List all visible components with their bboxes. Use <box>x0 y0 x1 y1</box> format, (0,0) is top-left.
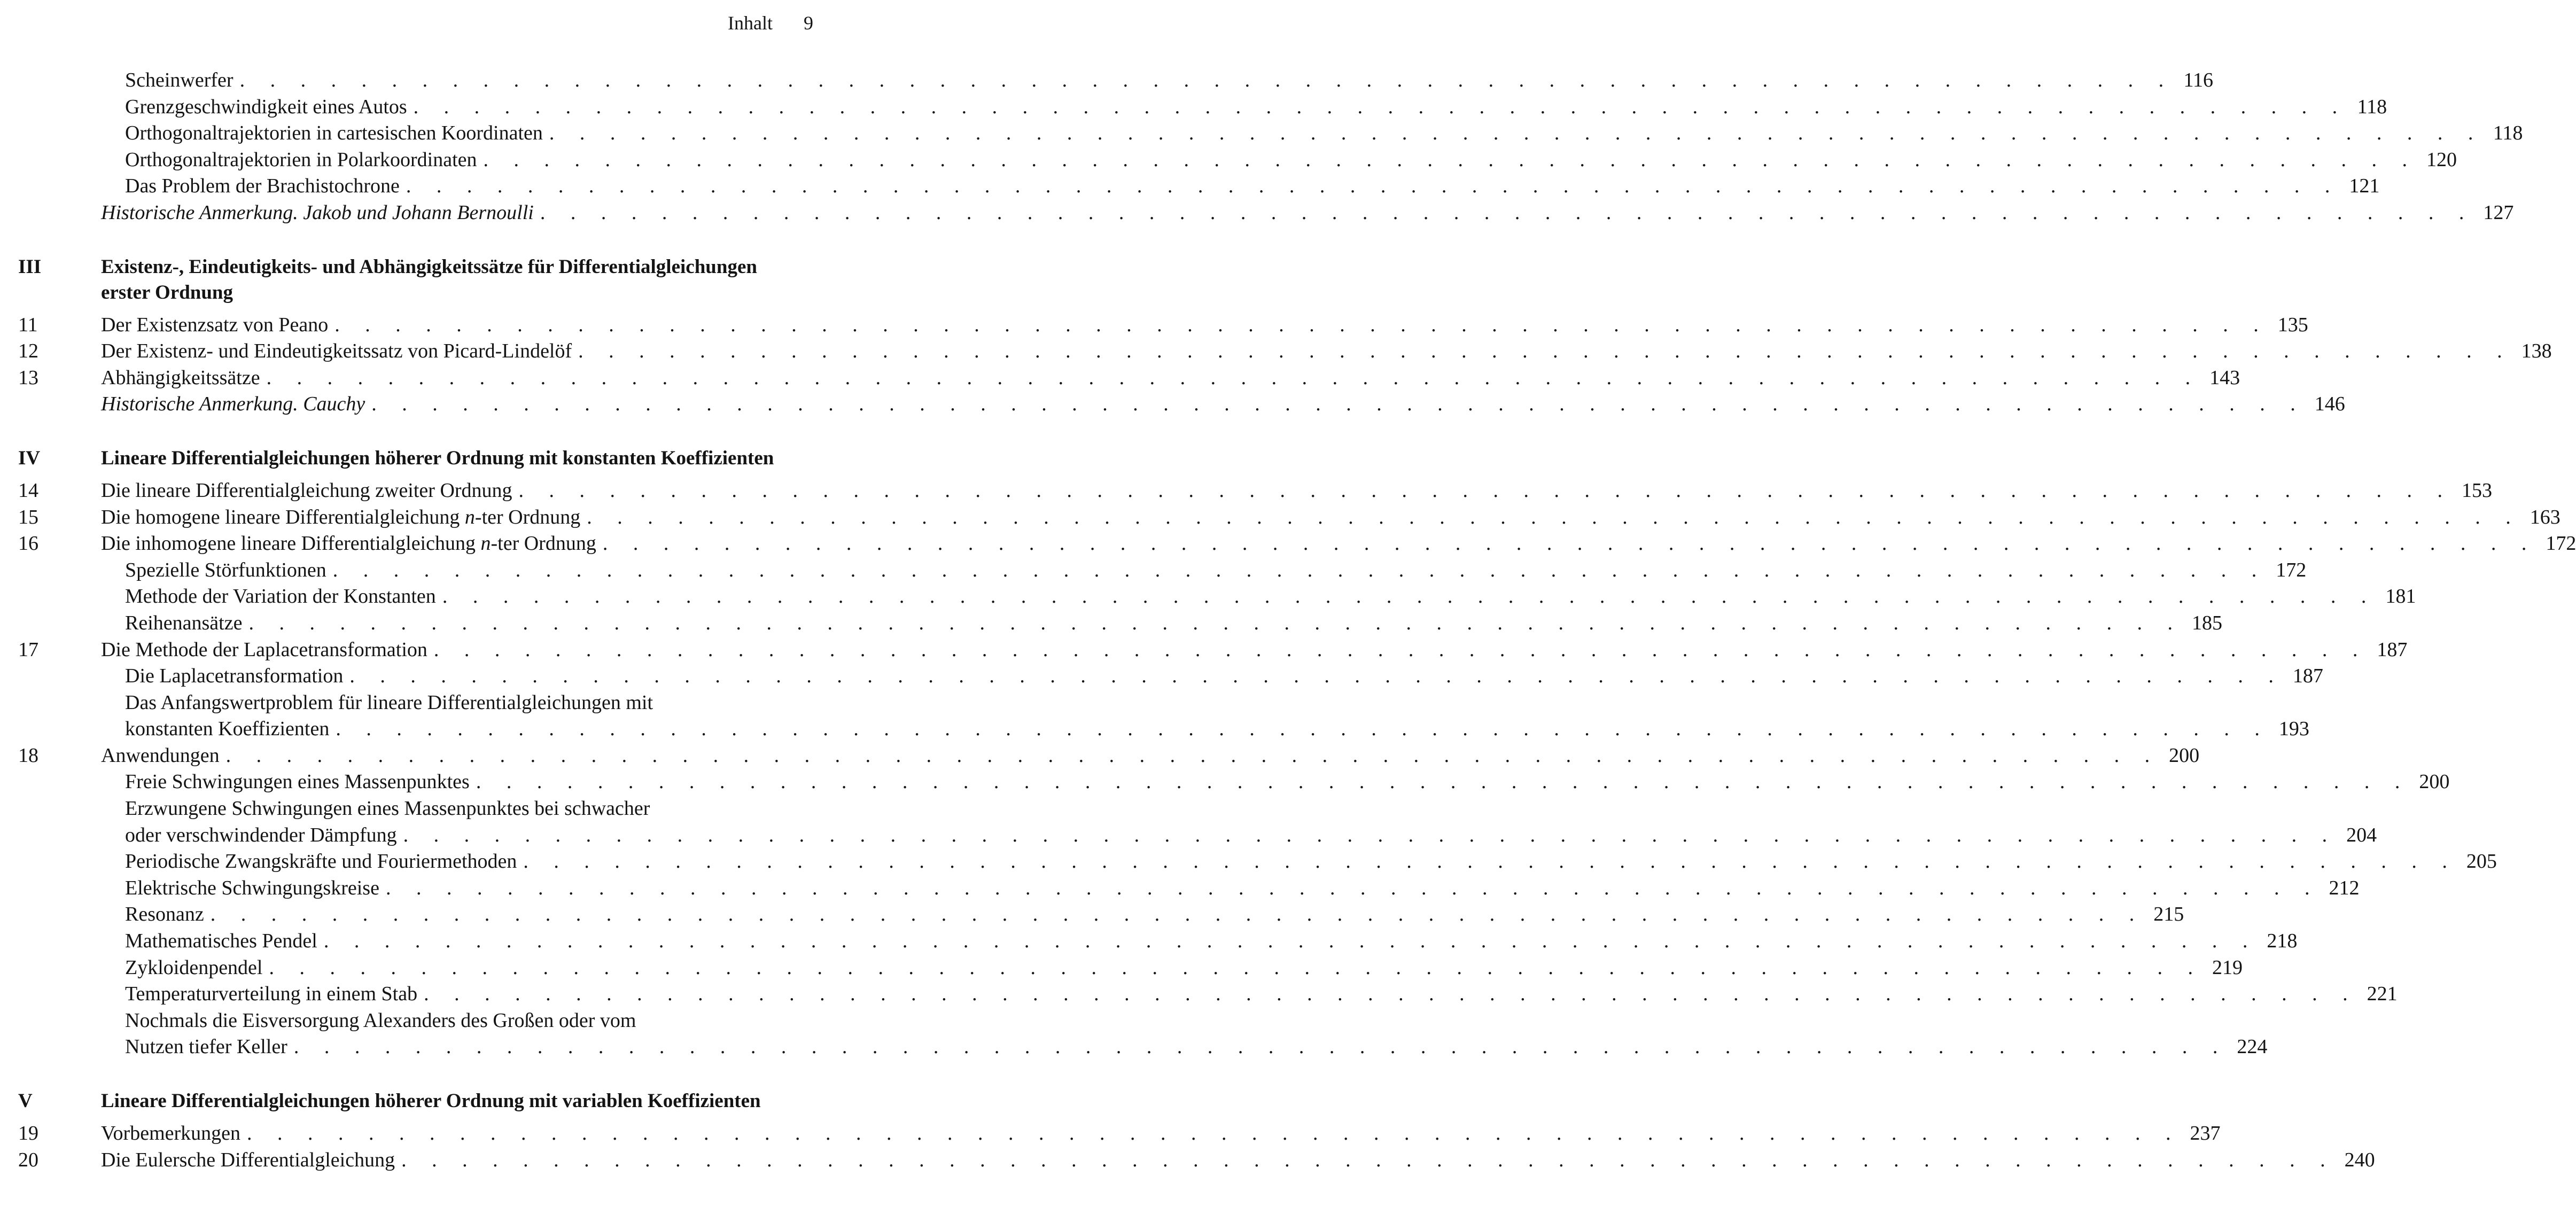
toc-entry-page: 138 <box>2521 340 2552 363</box>
toc-entry[interactable] <box>18 478 2493 504</box>
leader-dots: . . . . . . . . . . . . . . . . . . . . . . . . . . . . . . . . . . . . . . . . . . . . . . . . . . . . . . . . . . . . . . . . <box>210 903 2145 926</box>
toc-entry-title: Zykloidenpendel <box>125 956 263 979</box>
toc-entry-title-line2: Nutzen tiefer Keller <box>125 1036 287 1058</box>
toc-entry-title: Der Existenzsatz von Peano <box>101 313 329 336</box>
toc-entry-title: Freie Schwingungen eines Massenpunktes <box>125 770 470 793</box>
toc-subentry[interactable] <box>18 875 2360 902</box>
toc-entry-title: Die lineare Differentialgleichung zweiter Ordnung <box>101 479 512 502</box>
toc-entry[interactable] <box>18 743 2200 769</box>
toc-entry-title: Die Methode der Laplacetransformation <box>101 638 427 661</box>
toc-entry-page: 212 <box>2329 876 2360 899</box>
toc-entry-page: 205 <box>2466 850 2497 873</box>
toc-subentry[interactable] <box>18 901 2184 928</box>
toc-entry-page: 221 <box>2367 983 2398 1006</box>
toc-entry[interactable] <box>18 1147 2375 1174</box>
toc-entry[interactable] <box>18 365 2240 392</box>
leader-dots: . . . . . . . . . . . . . . . . . . . . . . . . . . . . . . . . . . . . . . . . . . . . . . . . . . . . . . . . . . . . . . . . <box>334 313 2269 336</box>
chapter-heading[interactable] <box>18 1088 814 1114</box>
running-header <box>728 12 813 34</box>
toc-entry-title-line2: oder verschwindender Dämpfung <box>125 823 397 846</box>
toc-entry-page: 193 <box>2278 718 2309 741</box>
chapter-title: Lineare Differentialgleichungen höherer Ordnung mit konstanten Koeffizienten <box>101 447 774 469</box>
toc-entry-title: Grenzgeschwindigkeit eines Autos <box>125 95 407 118</box>
toc-subentry[interactable] <box>18 663 2323 690</box>
toc-subentry-multiline[interactable] <box>18 690 814 717</box>
toc-entry-title: Mathematisches Pendel <box>125 930 317 953</box>
toc-subentry[interactable] <box>18 848 2497 875</box>
chapter-heading[interactable] <box>18 446 814 471</box>
toc-entry-page: 200 <box>2169 744 2200 767</box>
toc-subentry-multiline[interactable] <box>18 1008 814 1034</box>
leader-dots: . . . . . . . . . . . . . . . . . . . . . . . . . . . . . . . . . . . . . . . . . . . . . . . . . . . . . . . . . . . . . . . . <box>336 718 2270 741</box>
chapter-number: V <box>18 1090 33 1112</box>
chapter-number: III <box>18 255 42 278</box>
leader-dots: . . . . . . . . . . . . . . . . . . . . . . . . . . . . . . . . . . . . . . . . . . . . . . . . . . . . . . . . . . . . . . . . <box>523 850 2457 873</box>
leader-dots: . . . . . . . . . . . . . . . . . . . . . . . . . . . . . . . . . . . . . . . . . . . . . . . . . . . . . . . . . . . . . . . . <box>518 479 2453 502</box>
toc-subentry-multiline[interactable] <box>18 796 814 822</box>
toc-entry-page: 237 <box>2190 1122 2221 1145</box>
header-section-title: Inhalt <box>728 12 773 34</box>
leader-dots: . . . . . . . . . . . . . . . . . . . . . . . . . . . . . . . . . . . . . . . . . . . . . . . . . . . . . . . . . . . . . . . . <box>413 95 2348 118</box>
toc-entry-title-line1: Erzwungene Schwingungen eines Massenpunktes bei schwacher <box>125 797 650 820</box>
leader-dots: . . . . . . . . . . . . . . . . . . . . . . . . . . . . . . . . . . . . . . . . . . . . . . . . . . . . . . . . . . . . . . . . <box>578 340 2512 363</box>
chapter-title: Existenz-, Eindeutigkeits- und Abhängigkeitssätze für Differentialgleichungen erster Ordnung <box>101 255 757 303</box>
toc-entry-page: 218 <box>2267 930 2298 953</box>
chapter-title: Lineare Differentialgleichungen höherer Ordnung mit variablen Koeffizienten <box>101 1090 761 1112</box>
leader-dots: . . . . . . . . . . . . . . . . . . . . . . . . . . . . . . . . . . . . . . . . . . . . . . . . . . . . . . . . . . . . . . . . <box>549 122 2484 145</box>
section-number: 18 <box>18 744 38 767</box>
toc-entry-page: 224 <box>2237 1036 2268 1058</box>
toc-entry-title: Methode der Variation der Konstanten <box>125 585 436 608</box>
toc-entry-title: Vorbemerkungen <box>101 1122 241 1145</box>
leader-dots: . . . . . . . . . . . . . . . . . . . . . . . . . . . . . . . . . . . . . . . . . . . . . . . . . . . . . . . . . . . . . . . . <box>602 532 2537 555</box>
leader-dots: . . . . . . . . . . . . . . . . . . . . . . . . . . . . . . . . . . . . . . . . . . . . . . . . . . . . . . . . . . . . . . . . <box>406 175 2340 198</box>
toc-subentry[interactable] <box>18 610 2222 637</box>
leader-dots: . . . . . . . . . . . . . . . . . . . . . . . . . . . . . . . . . . . . . . . . . . . . . . . . . . . . . . . . . . . . . . . . <box>442 585 2377 608</box>
toc-entry-page: 143 <box>2209 366 2240 389</box>
toc-entry-title: Periodische Zwangskräfte und Fouriermethoden <box>125 850 517 873</box>
toc-entry-title-line2: konstanten Koeffizienten <box>125 718 330 741</box>
leader-dots: . . . . . . . . . . . . . . . . . . . . . . . . . . . . . . . . . . . . . . . . . . . . . . . . . . . . . . . . . . . . . . . . <box>401 1148 2336 1171</box>
leader-dots: . . . . . . . . . . . . . . . . . . . . . . . . . . . . . . . . . . . . . . . . . . . . . . . . . . . . . . . . . . . . . . . . <box>225 744 2160 767</box>
leader-dots: . . . . . . . . . . . . . . . . . . . . . . . . . . . . . . . . . . . . . . . . . . . . . . . . . . . . . . . . . . . . . . . . <box>349 665 2284 688</box>
toc-entry-page: 187 <box>2377 638 2408 661</box>
leader-dots: . . . . . . . . . . . . . . . . . . . . . . . . . . . . . . . . . . . . . . . . . . . . . . . . . . . . . . . . . . . . . . . . <box>433 638 2368 661</box>
chapter-heading[interactable] <box>18 254 814 306</box>
toc-entry-page: 121 <box>2349 175 2380 198</box>
toc-entry-title: Abhängigkeitssätze <box>101 366 260 389</box>
toc-entry-page: 116 <box>2183 69 2214 91</box>
toc-subentry[interactable] <box>18 955 2243 982</box>
toc-entry-page: 120 <box>2426 148 2457 171</box>
toc-entry-title: Scheinwerfer <box>125 69 234 91</box>
toc-subentry-continuation[interactable] <box>18 822 2377 849</box>
toc-entry-page: 163 <box>2530 505 2561 528</box>
toc-entry-title: Die inhomogene lineare Differentialgleichung n-ter Ordnung <box>101 532 596 555</box>
toc-entry-page: 240 <box>2344 1148 2375 1171</box>
section-number: 17 <box>18 638 38 661</box>
toc-entry-title: Historische Anmerkung. Cauchy <box>101 393 365 416</box>
leader-dots: . . . . . . . . . . . . . . . . . . . . . . . . . . . . . . . . . . . . . . . . . . . . . . . . . . . . . . . . . . . . . . . . <box>266 366 2201 389</box>
leader-dots: . . . . . . . . . . . . . . . . . . . . . . . . . . . . . . . . . . . . . . . . . . . . . . . . . . . . . . . . . . . . . . . . <box>323 930 2258 953</box>
toc-entry[interactable] <box>18 338 2552 365</box>
section-number: 15 <box>18 505 38 528</box>
section-number: 12 <box>18 340 38 363</box>
toc-entry-title: Die homogene lineare Differentialgleichung n-ter Ordnung <box>101 505 581 528</box>
toc-entry-title: Der Existenz- und Eindeutigkeitssatz von Picard-Lindelöf <box>101 340 572 363</box>
toc-entry-page: 135 <box>2277 313 2308 336</box>
toc-entry-page: 172 <box>2546 532 2576 555</box>
toc-subentry[interactable] <box>18 981 2398 1008</box>
toc-entry[interactable] <box>18 67 2214 94</box>
toc-entry-title: Anwendungen <box>101 744 220 767</box>
leader-dots: . . . . . . . . . . . . . . . . . . . . . . . . . . . . . . . . . . . . . . . . . . . . . . . . . . . . . . . . . . . . . . . . <box>540 201 2474 224</box>
toc-entry[interactable] <box>18 312 2308 339</box>
toc-subentry[interactable] <box>18 769 2450 796</box>
toc-entry-title-line1: Das Anfangswertproblem für lineare Differentialgleichungen mit <box>125 691 653 714</box>
leader-dots: . . . . . . . . . . . . . . . . . . . . . . . . . . . . . . . . . . . . . . . . . . . . . . . . . . . . . . . . . . . . . . . . <box>424 983 2358 1006</box>
toc-entry[interactable] <box>18 531 2576 557</box>
toc-entry[interactable] <box>18 120 2523 147</box>
toc-entry-title: Orthogonaltrajektorien in cartesischen Koordinaten <box>125 122 543 145</box>
leader-dots: . . . . . . . . . . . . . . . . . . . . . . . . . . . . . . . . . . . . . . . . . . . . . . . . . . . . . . . . . . . . . . . . <box>332 558 2267 581</box>
toc-entry-title: Die Laplacetransformation <box>125 665 344 688</box>
table-of-contents <box>18 67 2576 1173</box>
section-number: 16 <box>18 532 38 555</box>
leader-dots: . . . . . . . . . . . . . . . . . . . . . . . . . . . . . . . . . . . . . . . . . . . . . . . . . . . . . . . . . . . . . . . . <box>385 876 2320 899</box>
toc-subentry[interactable] <box>18 583 2416 610</box>
toc-entry-title: Die Eulersche Differentialgleichung <box>101 1148 395 1171</box>
toc-entry[interactable] <box>18 1120 2221 1147</box>
toc-entry-historical[interactable] <box>18 391 2345 418</box>
toc-entry-title: Elektrische Schwingungskreise <box>125 876 379 899</box>
toc-entry-page: 185 <box>2191 611 2222 634</box>
chapter-number: IV <box>18 447 41 469</box>
section-number: 11 <box>18 313 38 336</box>
section-number: 13 <box>18 366 38 389</box>
leader-dots: . . . . . . . . . . . . . . . . . . . . . . . . . . . . . . . . . . . . . . . . . . . . . . . . . . . . . . . . . . . . . . . . <box>371 393 2306 416</box>
leader-dots: . . . . . . . . . . . . . . . . . . . . . . . . . . . . . . . . . . . . . . . . . . . . . . . . . . . . . . . . . . . . . . . . <box>483 148 2417 171</box>
toc-entry-page: 172 <box>2276 558 2307 581</box>
leader-dots: . . . . . . . . . . . . . . . . . . . . . . . . . . . . . . . . . . . . . . . . . . . . . . . . . . . . . . . . . . . . . . . . <box>269 956 2203 979</box>
toc-entry-page: 153 <box>2462 479 2493 502</box>
toc-subentry-continuation[interactable] <box>18 1034 2268 1061</box>
toc-entry-page: 200 <box>2419 770 2450 793</box>
toc-entry-title: Reihenansätze <box>125 611 243 634</box>
toc-entry-page: 181 <box>2385 585 2416 608</box>
section-number: 14 <box>18 479 38 502</box>
toc-entry-historical[interactable] <box>18 200 2514 227</box>
leader-dots: . . . . . . . . . . . . . . . . . . . . . . . . . . . . . . . . . . . . . . . . . . . . . . . . . . . . . . . . . . . . . . . . <box>247 1122 2181 1145</box>
toc-entry-page: 127 <box>2483 201 2514 224</box>
toc-entry-page: 118 <box>2357 95 2387 118</box>
header-page-number: 9 <box>804 12 813 34</box>
leader-dots: . . . . . . . . . . . . . . . . . . . . . . . . . . . . . . . . . . . . . . . . . . . . . . . . . . . . . . . . . . . . . . . . <box>403 823 2338 846</box>
toc-entry-title: Historische Anmerkung. Jakob und Johann Bernoulli <box>101 201 534 224</box>
toc-subentry[interactable] <box>18 928 2298 955</box>
toc-subentry[interactable] <box>18 557 2307 584</box>
toc-entry-page: 187 <box>2292 665 2323 688</box>
leader-dots: . . . . . . . . . . . . . . . . . . . . . . . . . . . . . . . . . . . . . . . . . . . . . . . . . . . . . . . . . . . . . . . . <box>239 69 2174 91</box>
toc-entry-page: 118 <box>2493 122 2523 145</box>
toc-subentry-continuation[interactable] <box>18 716 2309 743</box>
section-number: 19 <box>18 1122 38 1145</box>
toc-entry[interactable] <box>18 147 2457 174</box>
toc-entry-title-line1: Nochmals die Eisversorgung Alexanders des Großen oder vom <box>125 1009 636 1032</box>
toc-entry-title: Orthogonaltrajektorien in Polarkoordinaten <box>125 148 477 171</box>
toc-entry-page: 146 <box>2314 393 2345 416</box>
toc-entry[interactable] <box>18 637 2408 664</box>
leader-dots: . . . . . . . . . . . . . . . . . . . . . . . . . . . . . . . . . . . . . . . . . . . . . . . . . . . . . . . . . . . . . . . . <box>476 770 2410 793</box>
toc-entry-title: Temperaturverteilung in einem Stab <box>125 983 418 1006</box>
toc-entry-title: Resonanz <box>125 903 204 926</box>
toc-entry-page: 219 <box>2212 956 2243 979</box>
toc-entry-title: Spezielle Störfunktionen <box>125 558 326 581</box>
toc-entry[interactable] <box>18 173 2380 200</box>
toc-entry-title: Das Problem der Brachistochrone <box>125 175 400 198</box>
leader-dots: . . . . . . . . . . . . . . . . . . . . . . . . . . . . . . . . . . . . . . . . . . . . . . . . . . . . . . . . . . . . . . . . <box>587 505 2521 528</box>
section-number: 20 <box>18 1148 38 1171</box>
toc-entry-page: 204 <box>2346 823 2377 846</box>
leader-dots: . . . . . . . . . . . . . . . . . . . . . . . . . . . . . . . . . . . . . . . . . . . . . . . . . . . . . . . . . . . . . . . . <box>248 611 2183 634</box>
toc-entry[interactable] <box>18 94 2387 121</box>
toc-entry-page: 215 <box>2153 903 2184 926</box>
leader-dots: . . . . . . . . . . . . . . . . . . . . . . . . . . . . . . . . . . . . . . . . . . . . . . . . . . . . . . . . . . . . . . . . <box>293 1036 2228 1058</box>
toc-entry[interactable] <box>18 504 2561 531</box>
